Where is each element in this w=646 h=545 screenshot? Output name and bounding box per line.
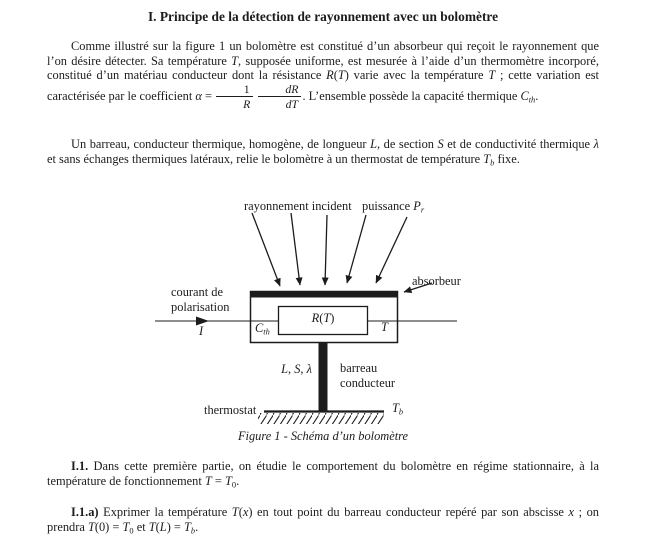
label-tb: $T_b$	[392, 401, 404, 417]
label-rt: R(T)	[311, 311, 335, 325]
figure-caption: Figure 1 - Schéma d’un bolomètre	[237, 429, 409, 443]
paragraph-q1: I.1. Dans cette première partie, on étudie le comportement du bolomètre en régime stationnaire, à la température de fonctionnement $T = T_0$.	[47, 459, 599, 490]
label-absorbeur: absorbeur	[412, 274, 461, 288]
label-current-i: I	[199, 324, 204, 338]
label-l-s-lambda: L, S, λ	[281, 362, 312, 376]
label-puissance-pr: puissance $P_r$	[362, 199, 425, 215]
label-t: T	[381, 320, 388, 334]
label-thermostat: thermostat	[204, 403, 257, 417]
absorber-bar	[250, 291, 398, 298]
paragraph-q1a: I.1.a) Exprimer la température T(x) en tout point du barreau conducteur repéré par son abscisse x ; on prendra $T(0) = T_0$ et $T(L) = T_b$.	[47, 505, 599, 536]
label-barreau-conducteur: barreau conducteur	[340, 361, 396, 390]
conducting-rod	[319, 342, 328, 412]
label-rayonnement-incident: rayonnement incident	[244, 199, 352, 213]
ground-hatching	[258, 413, 384, 424]
label-courant-polarisation: courant de polarisation	[171, 285, 230, 314]
incident-ray-arrows	[252, 213, 407, 286]
paragraph-barreau: Un barreau, conducteur thermique, homogène, de longueur L, de section S et de conductivité thermique λ et sans échanges thermiques latéraux, relie le bolomètre à un thermostat de température $T_b$ fixe.	[47, 137, 599, 168]
label-cth: $C_{th}$	[255, 321, 270, 337]
section-title: I. Principe de la détection de rayonnement avec un bolomètre	[147, 9, 499, 24]
paragraph-intro: Comme illustré sur la figure 1 un bolomètre est constitué d’un absorbeur qui reçoit le rayonnement que l’on désire détecter. Sa température T, supposée uniforme, est mesurée à l’aide d’un thermomètre incorporé, constitué d’un matériau conducteur dont la résistance R(T) varie avec la température T ; cette variation est caractérisée par le coefficient α = $\frac{1}{R}$ $\frac{dR}{dT}$ . L’ensemble possède la capacité thermique $C_{th}$.	[47, 39, 599, 111]
figure-1	[0, 195, 646, 445]
